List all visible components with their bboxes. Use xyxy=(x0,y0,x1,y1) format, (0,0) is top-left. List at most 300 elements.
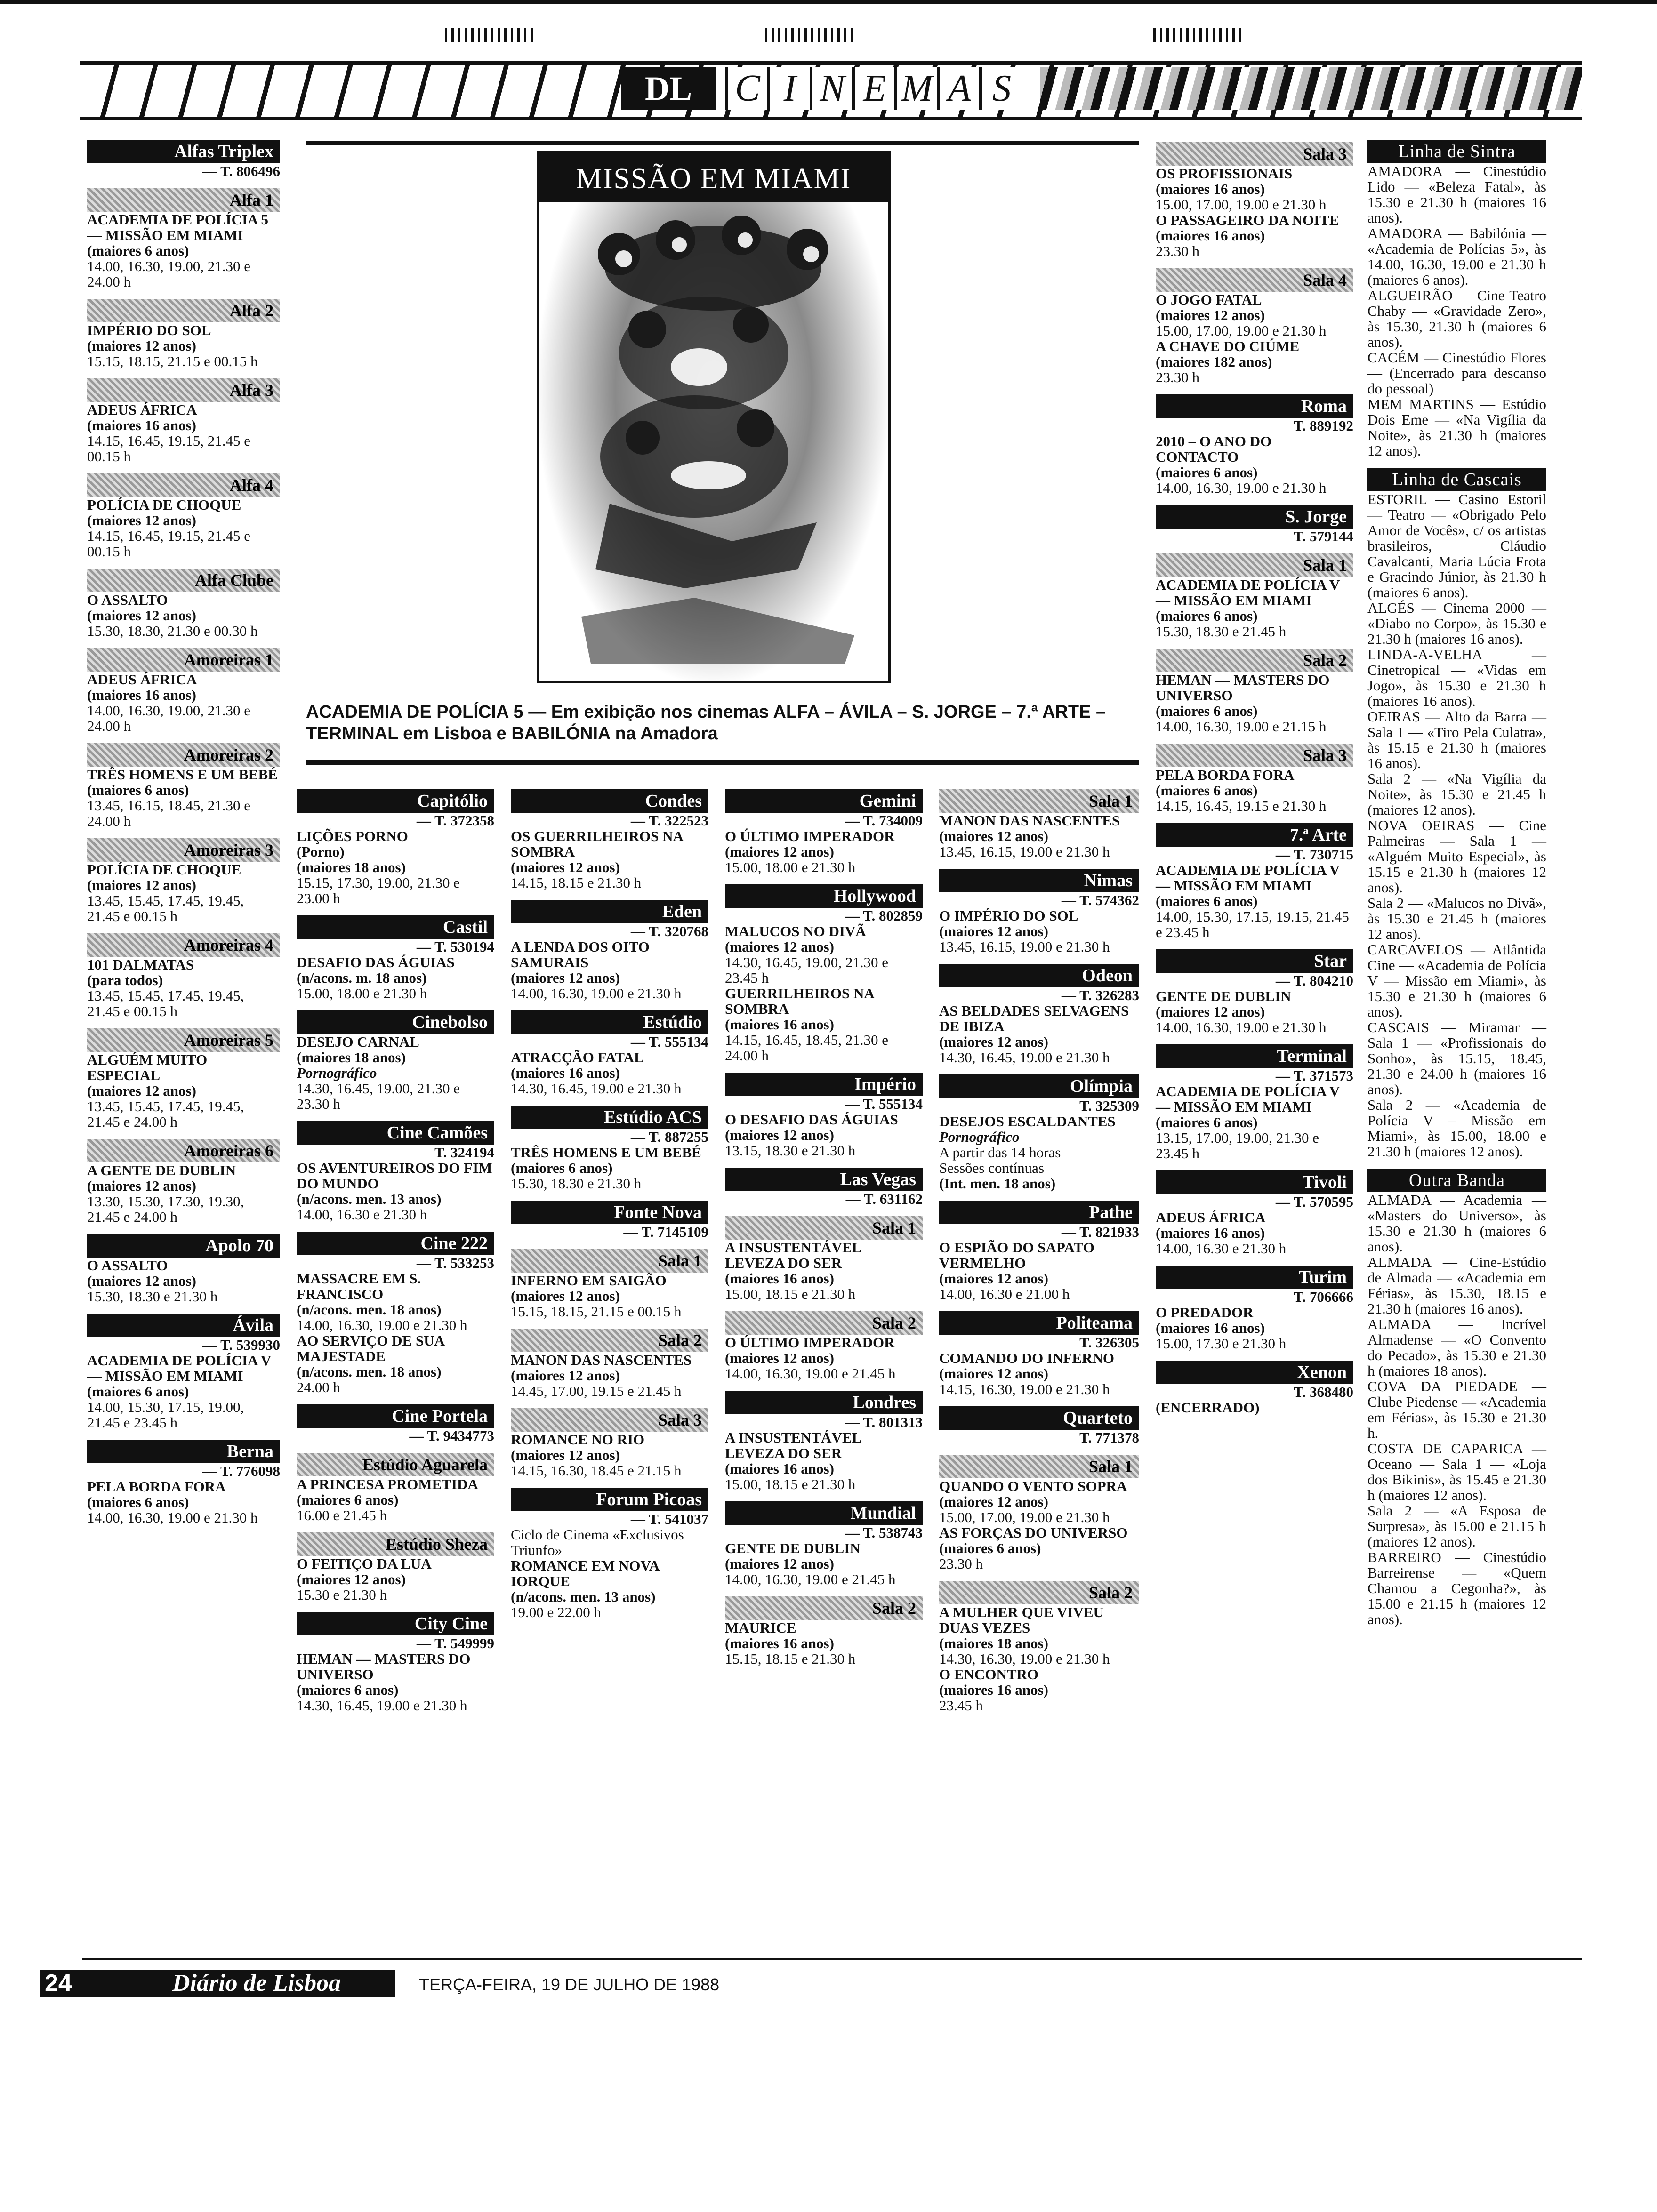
section-title xyxy=(725,67,1022,110)
genre-note: Pornográfico xyxy=(297,1065,377,1081)
cinema-listing xyxy=(87,378,280,464)
cinema-name-banner: Amoreiras 1 xyxy=(87,648,280,672)
regional-listing: COVA DA PIEDADE — Clube Piedense — «Academia em Férias», às 15.30 e 21.30 h. xyxy=(1367,1378,1546,1441)
cinema-phone: — T. 806496 xyxy=(202,163,280,179)
age-rating: (maiores 18 anos) xyxy=(297,859,406,875)
cinema-phone: — T. 821933 xyxy=(1061,1224,1139,1240)
regional-listing: AMADORA — Cinestúdio Lido — «Beleza Fatal», às 15.30 e 21.30 h (maiores 16 anos). xyxy=(1367,163,1546,226)
session-note: Ciclo de Cinema «Exclusivos Triunfo» xyxy=(511,1526,684,1558)
section-title-letter: C xyxy=(725,67,767,110)
cinema-listing xyxy=(939,1581,1139,1713)
showtimes: 13.45, 16.15, 19.00 e 21.30 h xyxy=(939,843,1110,860)
showtimes: 15.00, 18.15 e 21.30 h xyxy=(725,1286,856,1302)
showtimes: 15.15, 18.15, 21.15 e 00.15 h xyxy=(87,353,258,369)
film-title: POLÍCIA DE CHOQUE xyxy=(87,861,241,878)
showtimes: 23.30 h xyxy=(1156,369,1199,385)
newspaper-masthead: Diário de Lisboa xyxy=(118,1970,395,1997)
film-title: ACADEMIA DE POLÍCIA V — MISSÃO EM MIAMI xyxy=(1156,1083,1340,1115)
showtimes: 13.45, 16.15, 19.00 e 21.30 h xyxy=(939,938,1110,955)
age-rating: (maiores 12 anos) xyxy=(87,512,196,529)
cinema-column-3 xyxy=(511,784,708,1629)
showtimes: 15.30, 18.30 e 21.45 h xyxy=(1156,623,1287,640)
cinema-phone: — T. 538743 xyxy=(845,1524,923,1541)
film-title: 101 DALMATAS xyxy=(87,956,194,973)
newspaper-logo-icon: DL xyxy=(621,67,716,110)
cinema-listing xyxy=(1156,744,1353,814)
cinema-column-6 xyxy=(1156,136,1353,1425)
showtimes: 14.15, 16.45, 19.15, 21.45 e 00.15 h xyxy=(87,433,251,465)
showtimes: 15.30 e 21.30 h xyxy=(297,1587,387,1603)
cinema-listing xyxy=(1156,1044,1353,1161)
cinema-listing xyxy=(297,1532,494,1603)
regional-listing: CACÉM — Cinestúdio Flores — (Encerrado para descanso do pessoal) xyxy=(1367,349,1546,397)
film-title: OS AVENTUREIROS DO FIM DO MUNDO xyxy=(297,1160,492,1192)
showtimes: 15.30, 18.30 e 21.30 h xyxy=(511,1175,642,1192)
header-decoration xyxy=(1040,67,1582,110)
cinema-phone: — T. 631162 xyxy=(845,1191,923,1207)
cinema-listing xyxy=(511,1408,708,1478)
showtimes: 15.00, 18.00 e 21.30 h xyxy=(297,985,427,1002)
showtimes: 15.00, 17.00, 19.00 e 21.30 h xyxy=(939,1509,1110,1525)
age-rating: (maiores 16 anos) xyxy=(87,687,196,703)
cinema-listing xyxy=(511,1488,708,1620)
cinema-name-banner: Nimas xyxy=(939,869,1139,892)
cinema-phone: — T. 320768 xyxy=(630,923,708,939)
film-title: POLÍCIA DE CHOQUE xyxy=(87,497,241,513)
cinema-name-banner: Mundial xyxy=(725,1501,923,1525)
section-title-letter: A xyxy=(937,67,979,110)
film-title: MANON DAS NASCENTES xyxy=(511,1352,692,1368)
age-rating: (maiores 12 anos) xyxy=(725,1555,834,1572)
cinema-name-banner: Olímpia xyxy=(939,1074,1139,1098)
cinema-listing xyxy=(939,1455,1139,1571)
showtimes: 14.00, 16.30, 19.00 e 21.45 h xyxy=(725,1571,896,1587)
age-rating: (maiores 12 anos) xyxy=(511,1367,620,1384)
film-title: GENTE DE DUBLIN xyxy=(1156,988,1291,1004)
cinema-listing xyxy=(511,789,708,890)
showtimes: 15.15, 17.30, 19.00, 21.30 e 23.00 h xyxy=(297,874,460,906)
cinema-phone: — T. 326283 xyxy=(1061,987,1139,1003)
showtimes: 14.00, 16.30 e 21.30 h xyxy=(297,1206,427,1223)
cinema-phone: — T. 776098 xyxy=(202,1463,280,1479)
regional-listing: Sala 2 — «Na Vigília da Noite», às 15.30 e 21.45 h (maiores 12 anos). xyxy=(1367,770,1546,818)
age-rating: (maiores 12 anos) xyxy=(939,1270,1048,1287)
cinema-name-banner: Terminal xyxy=(1156,1044,1353,1068)
cinema-name-banner: Las Vegas xyxy=(725,1168,923,1191)
cinema-listing xyxy=(297,1121,494,1222)
showtimes: 14.30, 16.45, 19.00 e 21.30 h xyxy=(297,1697,467,1714)
cinema-listing xyxy=(939,869,1139,954)
showtimes: 14.30, 16.30, 19.00 e 21.30 h xyxy=(939,1651,1110,1667)
top-rule xyxy=(0,0,1657,4)
film-title: ROMANCE EM NOVA IORQUE xyxy=(511,1557,659,1589)
cinema-listing xyxy=(1156,268,1353,385)
showtimes: 19.00 e 22.00 h xyxy=(511,1604,602,1620)
cinema-name-banner: Império xyxy=(725,1073,923,1096)
cinema-phone: — T. 322523 xyxy=(630,812,708,829)
cinema-listing xyxy=(511,1106,708,1191)
cinema-listing xyxy=(725,1391,923,1492)
age-rating: (maiores 18 anos) xyxy=(939,1635,1048,1651)
cinema-name-banner: Ávila xyxy=(87,1314,280,1337)
age-rating: (maiores 12 anos) xyxy=(939,923,1048,939)
cinema-listing xyxy=(725,1311,923,1381)
showtimes: 14.00, 16.30, 19.00, 21.30 e 24.00 h xyxy=(87,702,251,734)
cinema-name-banner: Sala 2 xyxy=(939,1581,1139,1604)
age-rating: (maiores 12 anos) xyxy=(1156,1003,1265,1020)
showtimes: 23.45 h xyxy=(939,1697,983,1714)
film-title: ACADEMIA DE POLÍCIA 5 — MISSÃO EM MIAMI xyxy=(87,211,268,243)
showtimes: 13.15, 18.30 e 21.30 h xyxy=(725,1142,856,1159)
cinema-name-banner: Gemini xyxy=(725,789,923,813)
cinema-listing xyxy=(939,1074,1139,1191)
poster-title: MISSÃO EM MIAMI xyxy=(537,151,891,202)
cinema-listing xyxy=(1156,553,1353,639)
regional-listing: Sala 2 — «Malucos no Divã», às 15.30 e 21.45 h (maiores 12 anos). xyxy=(1367,895,1546,942)
cinema-listing xyxy=(87,838,280,924)
cinema-name-banner: Amoreiras 5 xyxy=(87,1028,280,1052)
age-rating: (maiores 16 anos) xyxy=(1156,1320,1265,1336)
session-note: Sessões contínuas xyxy=(939,1160,1045,1176)
film-title: AS FORÇAS DO UNIVERSO xyxy=(939,1524,1128,1541)
showtimes: 14.00, 16.30, 19.00 e 21.30 h xyxy=(87,1509,258,1526)
age-rating: (maiores 6 anos) xyxy=(511,1160,613,1176)
regional-listing: Sala 2 — «Academia de Polícia V – Missão em Miami», às 15.00, 18.00 e 21.30 h (maiores 12 anos). xyxy=(1367,1097,1546,1160)
age-rating: (maiores 6 anos) xyxy=(1156,464,1258,481)
cinema-listing xyxy=(297,1612,494,1713)
age-rating: (maiores 16 anos) xyxy=(87,417,196,433)
cinema-name-banner: Alfa Clube xyxy=(87,569,280,592)
regional-listing: OEIRAS — Alto da Barra — Sala 1 — «Tiro Pela Culatra», às 15.15 e 21.30 h (maiores 16 anos). xyxy=(1367,708,1546,771)
cinema-listing xyxy=(87,648,280,734)
cinema-phone: — T. 7145109 xyxy=(623,1224,708,1240)
cinema-listing xyxy=(87,1139,280,1225)
showtimes: 15.15, 18.15 e 21.30 h xyxy=(725,1651,856,1667)
film-title: ROMANCE NO RIO xyxy=(511,1431,645,1448)
cinema-listing xyxy=(1367,468,1546,1159)
showtimes: 15.30, 18.30 e 21.30 h xyxy=(87,1288,218,1305)
cinema-listing xyxy=(87,569,280,639)
showtimes: 14.15, 16.45, 19.15, 21.45 e 00.15 h xyxy=(87,528,251,560)
cinema-phone: — T. 801313 xyxy=(845,1414,923,1430)
cinema-listing xyxy=(87,1234,280,1304)
cinema-listing xyxy=(297,1010,494,1112)
film-title: MASSACRE EM S. FRANCISCO xyxy=(297,1270,421,1302)
cinema-name-banner: Forum Picoas xyxy=(511,1488,708,1511)
age-rating: (maiores 6 anos) xyxy=(297,1682,399,1698)
cinema-name-banner: Sala 4 xyxy=(1156,268,1353,292)
regional-listing: ALMADA — Incrível Almadense — «O Convento do Pecado», às 15.30 e 21.30 h (maiores 18 anos). xyxy=(1367,1316,1546,1379)
film-title: O DESAFIO DAS ÁGUIAS xyxy=(725,1111,898,1128)
cinema-listing xyxy=(297,1453,494,1523)
cinema-phone: T. 324194 xyxy=(434,1144,494,1161)
regional-listing: Sala 2 — «A Esposa de Surpresa», às 15.00 e 21.15 h (maiores 12 anos). xyxy=(1367,1502,1546,1550)
cinema-name-banner: Sala 3 xyxy=(1156,744,1353,767)
cinema-name-banner: Turim xyxy=(1156,1266,1353,1289)
showtimes: 16.00 e 21.45 h xyxy=(297,1507,387,1523)
age-rating: (maiores 16 anos) xyxy=(725,1270,834,1287)
age-rating: (maiores 16 anos) xyxy=(1156,1225,1265,1241)
age-rating: (maiores 12 anos) xyxy=(1156,307,1265,323)
film-title: O ENCONTRO xyxy=(939,1666,1038,1683)
regional-listing: CARCAVELOS — Atlântida Cine — «Academia de Polícia V — Missão em Miami», às 15.30 e 21.30 h (maiores 6 anos). xyxy=(1367,941,1546,1020)
cinema-listing xyxy=(511,1201,708,1240)
age-rating: (maiores 12 anos) xyxy=(939,1493,1048,1510)
cinema-listing xyxy=(1156,1266,1353,1351)
film-title: DESAFIO DAS ÁGUIAS xyxy=(297,954,455,970)
age-rating: (maiores 12 anos) xyxy=(725,938,834,955)
cinema-phone: — T. 9434773 xyxy=(409,1427,494,1444)
showtimes: 14.00, 16.30, 19.00 e 21.30 h xyxy=(297,1317,467,1333)
age-rating: (maiores 12 anos) xyxy=(87,1178,196,1194)
age-rating: (maiores 12 anos) xyxy=(725,1350,834,1366)
cinema-name-banner: Sala 3 xyxy=(511,1408,708,1432)
film-title: A MULHER QUE VIVEU DUAS VEZES xyxy=(939,1604,1104,1636)
age-rating: (maiores 182 anos) xyxy=(1156,353,1272,370)
film-title: ACADEMIA DE POLÍCIA V — MISSÃO EM MIAMI xyxy=(1156,577,1340,609)
age-rating: (maiores 12 anos) xyxy=(939,828,1048,844)
regional-listing: LINDA-A-VELHA — Cinetropical — «Vidas em Jogo», às 15.30 e 21.30 h (maiores 16 anos). xyxy=(1367,646,1546,709)
showtimes: 15.00, 18.15 e 21.30 h xyxy=(725,1476,856,1492)
showtimes: 14.00, 16.30 e 21.00 h xyxy=(939,1286,1070,1302)
cinema-name-banner: Tivoli xyxy=(1156,1170,1353,1194)
showtimes: 13.45, 16.15, 18.45, 21.30 e 24.00 h xyxy=(87,797,251,829)
age-rating: (maiores 6 anos) xyxy=(939,1540,1041,1556)
cinema-name-banner: Eden xyxy=(511,900,708,923)
age-rating: (maiores 6 anos) xyxy=(87,1494,189,1510)
film-title: O JOGO FATAL xyxy=(1156,291,1262,308)
poster-illustration xyxy=(553,212,873,673)
cinema-phone: — T. 887255 xyxy=(630,1129,708,1145)
age-rating: (maiores 12 anos) xyxy=(511,859,620,875)
registration-marks xyxy=(1153,28,1243,42)
cinema-phone: — T. 802859 xyxy=(845,907,923,924)
showtimes: 14.30, 16.45, 19.00, 21.30 e 23.45 h xyxy=(725,954,889,986)
cinema-name-banner: City Cine xyxy=(297,1612,494,1635)
film-title: GENTE DE DUBLIN xyxy=(725,1540,861,1556)
cinema-name-banner: Condes xyxy=(511,789,708,813)
cinema-name-banner: Linha de Sintra xyxy=(1367,140,1546,163)
age-rating: (Porno) xyxy=(297,843,345,860)
regional-listing: ALMADA — Cine-Estúdio de Almada — «Academia em Férias», às 15.30, 18.15 e 21.30 h (maiores 16 anos). xyxy=(1367,1254,1546,1317)
cinema-listing xyxy=(725,789,923,875)
cinema-name-banner: Apolo 70 xyxy=(87,1234,280,1258)
cinema-phone: — T. 804210 xyxy=(1275,972,1353,989)
cinema-name-banner: Cinebolso xyxy=(297,1010,494,1034)
cinema-listing xyxy=(511,900,708,1001)
age-rating: (maiores 12 anos) xyxy=(87,337,196,354)
age-rating: (maiores 16 anos) xyxy=(725,1016,834,1033)
film-title: O FEITIÇO DA LUA xyxy=(297,1555,432,1572)
cinema-listing xyxy=(1156,505,1353,544)
cinema-name-banner: Amoreiras 6 xyxy=(87,1139,280,1162)
cinema-name-banner: Capitólio xyxy=(297,789,494,813)
age-rating: (maiores 16 anos) xyxy=(1156,181,1265,197)
age-rating: (maiores 6 anos) xyxy=(1156,1114,1258,1130)
film-title: MALUCOS NO DIVÃ xyxy=(725,923,866,939)
film-title: ALGUÉM MUITO ESPECIAL xyxy=(87,1051,208,1083)
cinema-listing xyxy=(725,1168,923,1207)
film-title: OS PROFISSIONAIS xyxy=(1156,165,1293,182)
age-rating: (n/acons. men. 18 anos) xyxy=(297,1363,442,1380)
cinema-listing xyxy=(87,473,280,559)
cinema-listing xyxy=(725,1501,923,1587)
showtimes: 15.00, 17.00, 19.00 e 21.30 h xyxy=(1156,322,1327,339)
film-title: O ASSALTO xyxy=(87,1257,168,1274)
film-title: HEMAN — MASTERS DO UNIVERSO xyxy=(1156,672,1330,704)
age-rating: (maiores 16 anos) xyxy=(725,1460,834,1477)
cinema-phone: — T. 549999 xyxy=(416,1635,494,1651)
film-title: O PREDADOR xyxy=(1156,1304,1254,1321)
cinema-listing xyxy=(725,1216,923,1302)
cinema-listing xyxy=(939,1406,1139,1445)
cinema-phone: T. 706666 xyxy=(1294,1289,1353,1305)
regional-column xyxy=(1367,134,1546,1636)
regional-listing: NOVA OEIRAS — Cine Palmeiras — Sala 1 — «Alguém Muito Especial», às 15.15 e 21.30 h (maiores 12 anos). xyxy=(1367,817,1546,896)
film-title: ADEUS ÁFRICA xyxy=(87,401,197,418)
age-rating: (maiores 12 anos) xyxy=(725,1127,834,1143)
section-title-letter: N xyxy=(810,67,852,110)
section-title-letter: I xyxy=(767,67,810,110)
regional-listing: ALGUEIRÃO — Cine Teatro Chaby — «Gravidade Zero», às 15.30, 21.30 h (maiores 6 anos). xyxy=(1367,287,1546,350)
film-title: AS BELDADES SELVAGENS DE IBIZA xyxy=(939,1002,1129,1034)
age-rating: (maiores 12 anos) xyxy=(511,970,620,986)
cinema-name-banner: Estúdio Sheza xyxy=(297,1532,494,1556)
age-rating: (n/acons. men. 13 anos) xyxy=(511,1588,656,1605)
showtimes: 23.30 h xyxy=(939,1555,983,1572)
cinema-phone: T. 368480 xyxy=(1294,1384,1353,1400)
film-title: MANON DAS NASCENTES xyxy=(939,812,1120,829)
showtimes: 14.00, 16.30 e 21.30 h xyxy=(1156,1240,1287,1257)
registration-marks xyxy=(765,28,854,42)
showtimes: 13.45, 15.45, 17.45, 19.45, 21.45 e 24.00 h xyxy=(87,1098,244,1130)
age-rating: (Int. men. 18 anos) xyxy=(939,1175,1056,1192)
cinema-listing xyxy=(87,1028,280,1130)
cinema-phone: — T. 555134 xyxy=(845,1096,923,1112)
cinema-listing xyxy=(1156,1361,1353,1415)
cinema-listing xyxy=(939,1311,1139,1397)
age-rating: (maiores 6 anos) xyxy=(1156,608,1258,624)
showtimes: 14.30, 16.45, 19.00, 21.30 e 23.30 h xyxy=(297,1080,460,1112)
cinema-listing xyxy=(1156,949,1353,1035)
issue-date: TERÇA-FEIRA, 19 DE JULHO DE 1988 xyxy=(419,1975,720,1994)
cinema-name-banner: Londres xyxy=(725,1391,923,1414)
cinema-name-banner: Cine Portela xyxy=(297,1404,494,1428)
age-rating: (maiores 12 anos) xyxy=(939,1365,1048,1382)
regional-listing: ESTORIL — Casino Estoril — Teatro — «Obrigado Pelo Amor de Vocês», c/ os artistas brasileiros, Cláudio Cavalcanti, Maria Lúcia Frota e Gracindo Júnior, às 21.30 h (maiores 6 anos). xyxy=(1367,491,1546,601)
film-title: A LENDA DOS OITO SAMURAIS xyxy=(511,938,650,970)
cinema-name-banner: Sala 2 xyxy=(725,1596,923,1620)
showtimes: 14.15, 16.30, 19.00 e 21.30 h xyxy=(939,1381,1110,1397)
film-title: O ASSALTO xyxy=(87,592,168,608)
film-title: A CHAVE DO CIÚME xyxy=(1156,338,1300,354)
cinema-name-banner: S. Jorge xyxy=(1156,505,1353,529)
cinema-listing xyxy=(297,789,494,906)
cinema-column-4 xyxy=(725,784,923,1676)
cinema-listing xyxy=(87,933,280,1019)
age-rating: (maiores 6 anos) xyxy=(87,782,189,798)
registration-marks xyxy=(445,28,534,42)
showtimes: 14.00, 16.30, 19.00 e 21.45 h xyxy=(725,1365,896,1382)
age-rating: (maiores 12 anos) xyxy=(87,607,196,624)
age-rating: (maiores 16 anos) xyxy=(1156,227,1265,244)
showtimes: 14.30, 16.45, 19.00 e 21.30 h xyxy=(511,1080,682,1097)
age-rating: (maiores 6 anos) xyxy=(297,1491,399,1508)
film-title: O ÚLTIMO IMPERADOR xyxy=(725,828,895,844)
cinema-phone: — T. 730715 xyxy=(1275,846,1353,863)
film-title: 2010 – O ANO DO CONTACTO xyxy=(1156,433,1272,465)
cinema-listing xyxy=(87,299,280,369)
showtimes: 24.00 h xyxy=(297,1379,340,1395)
regional-listing: AMADORA — Babilónia — «Academia de Polícias 5», às 14.00, 16.30, 19.00 e 21.30 h (maiores 6 anos). xyxy=(1367,225,1546,288)
age-rating: (maiores 16 anos) xyxy=(939,1682,1048,1698)
cinema-phone: T. 326305 xyxy=(1079,1334,1139,1351)
film-title: TRÊS HOMENS E UM BEBÉ xyxy=(511,1144,701,1161)
cinema-name-banner: Roma xyxy=(1156,394,1353,418)
cinema-name-banner: Sala 2 xyxy=(511,1329,708,1352)
cinema-phone: — T. 574362 xyxy=(1061,892,1139,908)
cinema-listing xyxy=(87,188,280,289)
age-rating: (maiores 6 anos) xyxy=(1156,893,1258,909)
film-title: O ESPIÃO DO SAPATO VERMELHO xyxy=(939,1239,1094,1271)
cinema-phone: T. 889192 xyxy=(1294,417,1353,434)
age-rating: (maiores 6 anos) xyxy=(87,1383,189,1400)
cinema-listing xyxy=(939,1201,1139,1302)
showtimes: 15.00, 18.00 e 21.30 h xyxy=(725,859,856,875)
cinema-name-banner: Amoreiras 2 xyxy=(87,743,280,767)
film-title: ADEUS ÁFRICA xyxy=(87,671,197,688)
age-rating: (n/acons. m. 18 anos) xyxy=(297,970,427,986)
age-rating: (maiores 16 anos) xyxy=(725,1635,834,1651)
age-rating: (maiores 6 anos) xyxy=(1156,782,1258,799)
film-title: INFERNO EM SAIGÃO xyxy=(511,1272,667,1289)
film-title: O IMPÉRIO DO SOL xyxy=(939,907,1078,924)
cinema-column-1 xyxy=(87,134,280,1535)
film-title: COMANDO DO INFERNO xyxy=(939,1350,1114,1366)
cinema-listing xyxy=(725,1073,923,1158)
film-title: OS GUERRILHEIROS NA SOMBRA xyxy=(511,828,683,860)
cinema-phone: — T. 371573 xyxy=(1275,1067,1353,1084)
film-title: TRÊS HOMENS E UM BEBÉ xyxy=(87,766,278,783)
film-title: ATRACÇÃO FATAL xyxy=(511,1049,644,1066)
cinema-listing xyxy=(1156,649,1353,734)
cinema-name-banner: Outra Banda xyxy=(1367,1169,1546,1192)
age-rating: (maiores 12 anos) xyxy=(87,1273,196,1289)
cinema-name-banner: Alfa 2 xyxy=(87,299,280,322)
section-title-letter: E xyxy=(852,67,894,110)
cinema-listing xyxy=(1367,1169,1546,1627)
film-title: (ENCERRADO) xyxy=(1156,1399,1260,1416)
age-rating: (maiores 12 anos) xyxy=(297,1571,406,1587)
cinema-listing xyxy=(297,915,494,1001)
feature-bottom-rule xyxy=(306,760,1139,765)
cinema-listing xyxy=(1156,823,1353,940)
film-title: A GENTE DE DUBLIN xyxy=(87,1162,236,1178)
age-rating: (maiores 12 anos) xyxy=(725,843,834,860)
age-rating: (maiores 12 anos) xyxy=(939,1034,1048,1050)
showtimes: 14.00, 15.30, 17.15, 19.00, 21.45 e 23.45 h xyxy=(87,1399,244,1431)
film-title: DESEJO CARNAL xyxy=(297,1034,419,1050)
cinema-name-banner: Sala 2 xyxy=(1156,649,1353,672)
film-title: O PASSAGEIRO DA NOITE xyxy=(1156,212,1339,228)
age-rating: (maiores 18 anos) xyxy=(297,1049,406,1066)
cinema-listing xyxy=(725,884,923,1063)
cinema-column-2 xyxy=(297,784,494,1723)
film-title: PELA BORDA FORA xyxy=(87,1478,226,1495)
cinema-phone: T. 579144 xyxy=(1294,528,1353,545)
cinema-name-banner: Sala 3 xyxy=(1156,142,1353,166)
cinema-listing xyxy=(939,789,1139,859)
